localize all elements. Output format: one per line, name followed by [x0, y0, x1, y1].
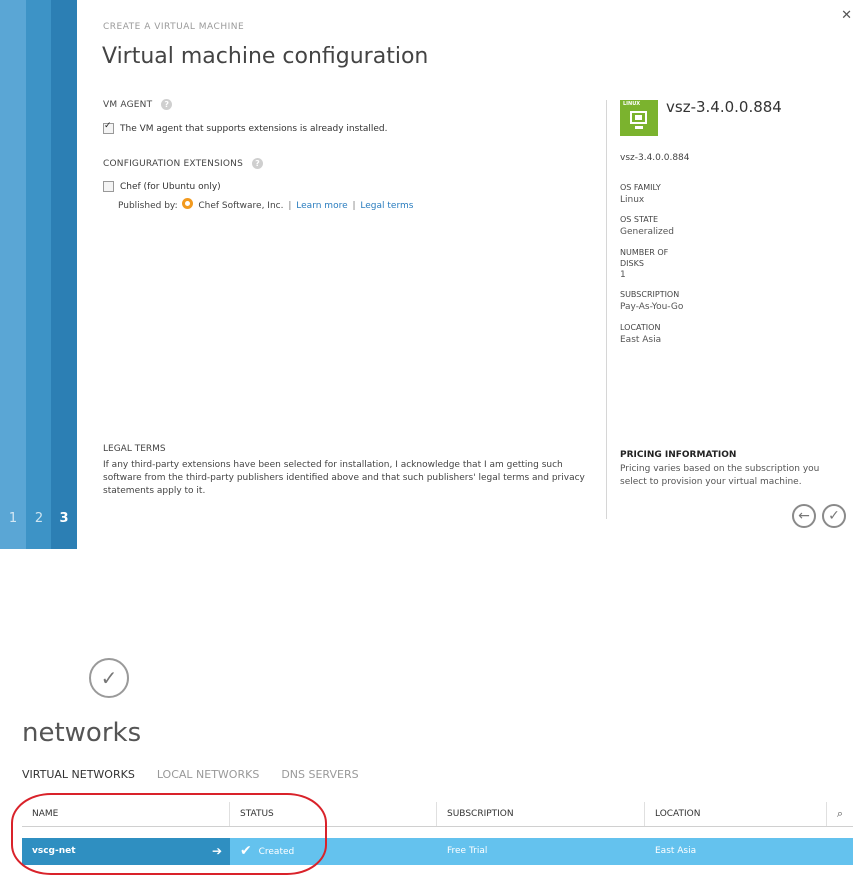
tab-dns-servers[interactable]: DNS SERVERS: [281, 768, 359, 781]
step-3[interactable]: [51, 0, 77, 549]
subscription-value: Pay-As-You-Go: [620, 302, 684, 312]
chef-logo-icon: [182, 198, 193, 209]
back-button[interactable]: [792, 504, 816, 528]
image-title: vsz-3.4.0.0.884: [666, 98, 782, 116]
arrow-left-icon: ←: [798, 508, 810, 524]
step-1-number: 1: [8, 511, 18, 526]
help-icon[interactable]: ?: [161, 99, 172, 110]
monitor-icon: [630, 111, 647, 124]
column-header-location[interactable]: LOCATION: [645, 802, 827, 826]
page-title: Virtual machine configuration: [102, 44, 429, 69]
network-subscription: Free Trial: [447, 846, 488, 856]
legal-terms-link[interactable]: Legal terms: [360, 201, 414, 211]
chef-extension-label: Chef (for Ubuntu only): [120, 181, 221, 192]
location-value: East Asia: [620, 335, 662, 345]
monitor-stand: [635, 126, 643, 129]
network-name-cell[interactable]: [22, 838, 230, 865]
pricing-text: Pricing varies based on the subscription you select to provision your virtual machine.: [620, 464, 820, 487]
tab-local-networks[interactable]: LOCAL NETWORKS: [156, 768, 260, 781]
wizard-steps: [0, 0, 77, 549]
disks-value: 1: [620, 270, 626, 280]
network-tabs: [22, 768, 359, 781]
vm-agent-heading: [103, 99, 172, 110]
divider: [606, 100, 607, 519]
network-status: Created: [258, 847, 295, 857]
vm-agent-checkbox-label: The VM agent that supports extensions is already installed.: [120, 123, 388, 134]
legal-terms-text: If any third-party extensions have been selected for installation, I acknowledge that I am getting such software from the third-party publishers identified above and that such publishers' legal terms and privacy statements apply to it.: [103, 460, 585, 496]
pricing-heading: PRICING INFORMATION: [620, 450, 737, 460]
os-family-value: Linux: [620, 195, 645, 205]
publisher-name: Chef Software, Inc.: [198, 201, 284, 211]
checkmark-icon: [89, 658, 129, 698]
os-state-label: OS STATE: [620, 215, 659, 224]
complete-button[interactable]: [822, 504, 846, 528]
location-label: LOCATION: [620, 323, 661, 332]
publisher-line: [118, 198, 413, 211]
os-family-label: OS FAMILY: [620, 183, 661, 192]
separator: |: [288, 201, 292, 211]
check-icon: ✔: [240, 843, 252, 859]
config-extensions-heading-text: CONFIGURATION EXTENSIONS: [103, 159, 243, 169]
os-state-value: Generalized: [620, 227, 674, 237]
vm-agent-checkbox[interactable]: [103, 123, 114, 134]
networks-title: networks: [22, 718, 142, 748]
step-1[interactable]: [0, 0, 26, 549]
image-id: vsz-3.4.0.0.884: [620, 153, 690, 163]
step-2[interactable]: [26, 0, 52, 549]
legal-terms-heading: LEGAL TERMS: [103, 444, 166, 454]
tab-virtual-networks[interactable]: VIRTUAL NETWORKS: [22, 768, 135, 781]
step-2-number: 2: [34, 511, 44, 526]
column-header-subscription[interactable]: SUBSCRIPTION: [437, 802, 645, 826]
column-header-name[interactable]: NAME: [22, 802, 230, 826]
network-location: East Asia: [655, 846, 697, 856]
table-header: [22, 802, 853, 827]
wizard-subtitle: CREATE A VIRTUAL MACHINE: [103, 22, 245, 32]
vm-agent-heading-text: VM AGENT: [103, 100, 153, 110]
linux-image-icon: [620, 100, 658, 136]
separator: |: [352, 201, 356, 211]
disks-label: NUMBER OF DISKS: [620, 248, 669, 268]
close-icon[interactable]: ✕: [841, 8, 852, 23]
help-icon[interactable]: ?: [252, 158, 263, 169]
checkmark-glyph: ✓: [100, 666, 118, 690]
network-name: vscg-net: [32, 846, 76, 856]
arrow-right-icon[interactable]: ➔: [211, 844, 222, 858]
subscription-label: SUBSCRIPTION: [620, 290, 680, 299]
column-header-status[interactable]: STATUS: [230, 802, 437, 826]
table-row[interactable]: [22, 838, 853, 865]
published-by-label: Published by:: [118, 201, 178, 211]
vm-agent-row: [103, 123, 387, 134]
checkmark-icon: ✓: [828, 508, 840, 524]
learn-more-link[interactable]: Learn more: [296, 201, 348, 211]
step-3-number: 3: [59, 511, 69, 526]
linux-badge: LINUX: [623, 101, 641, 107]
network-status-cell: [230, 838, 437, 865]
config-extensions-heading: [103, 158, 263, 169]
chef-extension-checkbox[interactable]: [103, 181, 114, 192]
search-icon[interactable]: ⌕: [836, 807, 844, 820]
chef-extension-row: [103, 181, 221, 192]
